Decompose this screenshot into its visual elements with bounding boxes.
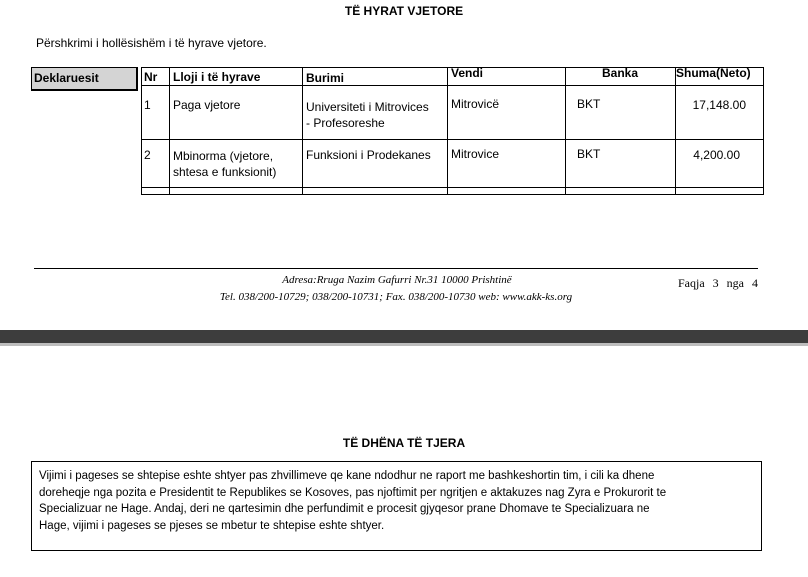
row-income-type-line1: Mbinorma (vjetore, (173, 149, 274, 163)
declarant-label-box (31, 67, 138, 91)
row-place: Mitrovice (451, 147, 500, 161)
page-separator-shadow (0, 343, 808, 346)
col-header-bank: Banka (601, 66, 639, 80)
page-label: Faqja (678, 276, 705, 290)
row-source: Funksioni i Prodekanes (306, 148, 431, 162)
declarant-label: Deklaruesit (34, 71, 99, 85)
notes-line: doreheqje nga pozita e Presidentit te Republikes se Kosoves, pas njoftimit per ngritjen e aktakuzes nag Zyra e Prokurorit te (39, 486, 667, 499)
section-subtitle: Përshkrimi i hollësishëm i të hyrave vjetore. (36, 36, 267, 50)
row-source-line1: Universiteti i Mitrovices (306, 100, 429, 114)
footer-divider (34, 268, 758, 269)
page-current: 3 (712, 276, 719, 290)
page-of: nga (726, 276, 744, 290)
income-table (141, 67, 764, 195)
row-nr: 2 (144, 148, 151, 162)
row-source-line2: - Profesoreshe (306, 116, 385, 130)
row-income-type-line2: shtesa e funksionit) (173, 165, 277, 179)
row-place: Mitrovicë (451, 97, 500, 111)
row-amount: 17,148.00 (692, 98, 746, 112)
notes-line: Vijimi i pageses se shtepise eshte shtyer pas zhvillimeve qe kane ndodhur ne raport me bashkeshortin tim, i cili ka dhene (39, 470, 655, 482)
row-bank: BKT (577, 147, 601, 161)
section-title-other-data: TË DHËNA TË TJERA (342, 436, 466, 450)
footer-address: Adresa:Rruga Nazim Gafurri Nr.31 10000 Prishtinë (282, 274, 512, 286)
page-total: 4 (752, 276, 758, 290)
page-number (678, 276, 763, 291)
row-bank: BKT (577, 97, 601, 111)
row-nr: 1 (144, 98, 151, 112)
row-income-type: Paga vjetore (173, 98, 241, 112)
section-title-annual-income: TË HYRAT VJETORE (344, 4, 464, 18)
col-header-type: Lloji i të hyrave (173, 70, 261, 84)
col-header-source: Burimi (306, 71, 345, 85)
col-header-place: Vendi (451, 66, 484, 80)
other-data-notes (31, 461, 762, 551)
notes-line: Specializuar ne Hage. Andaj, deri ne qartesimin dhe perfundimit e procesit gjyqesor prane Dhomave te Specializuara ne (39, 503, 650, 515)
footer-contact: Tel. 038/200-10729; 038/200-10731; Fax. 038/200-10730 web: www.akk-ks.org (219, 291, 573, 303)
row-amount: 4,200.00 (693, 148, 740, 162)
col-header-amount: Shuma(Neto) (676, 66, 751, 80)
page-separator (0, 330, 808, 343)
notes-line: Hage, vijimi i pageses se pjeses se mbetur te shtepise eshte shtyer. (39, 519, 385, 532)
col-header-nr: Nr (144, 70, 158, 84)
